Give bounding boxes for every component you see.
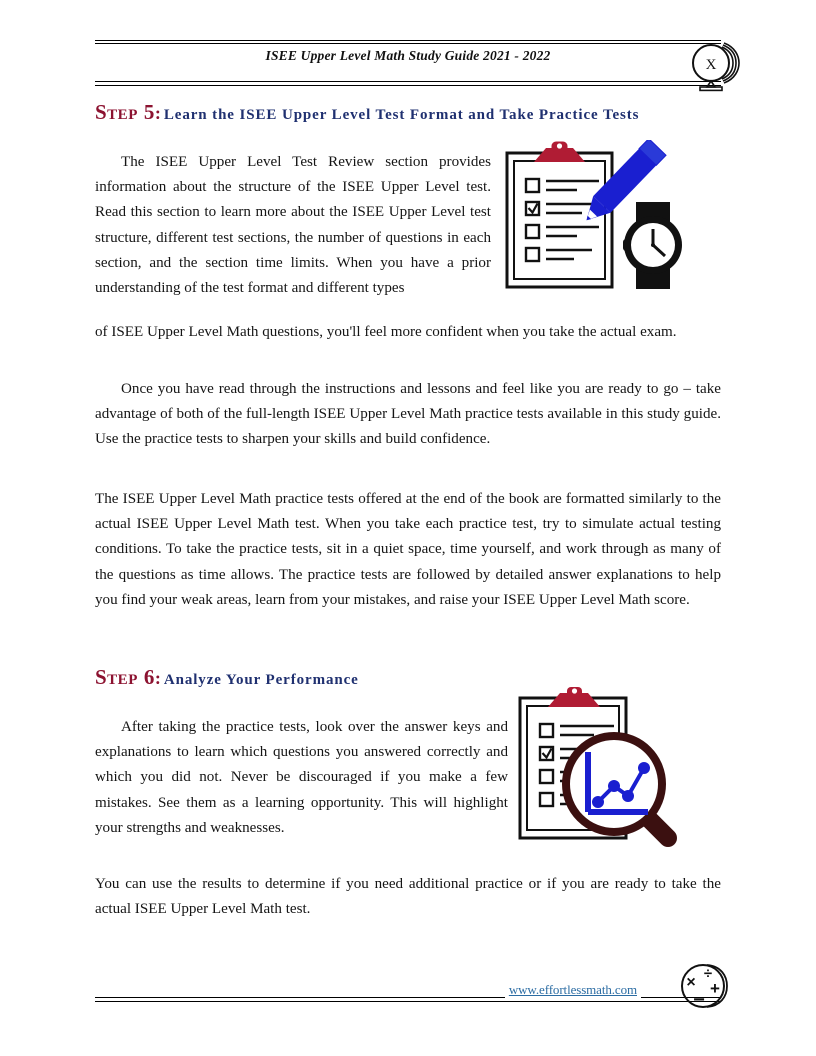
step-6-number: 6 (143, 665, 155, 689)
paragraph-practice-tests-format: The ISEE Upper Level Math practice tests offered at the end of the book are formatted similarly to the actual ISEE Upper Level Math test. When you take each practice test, try to simulate actual testing conditions. To take the practice tests, sit in a quiet space, time yourself, and work through as many of the questions as time allows. The practice tests are followed by detailed answer explanations to help you find your weak areas, learn from your mistakes, and raise your ISEE Upper Level Math score. (95, 491, 721, 608)
step-6-colon: : (154, 668, 161, 688)
paragraph-step6-conclusion: You can use the results to determine if you need additional practice or if you are ready to take the actual ISEE Upper Level Math test. (95, 876, 721, 918)
step-5-label: Step (95, 100, 138, 124)
heading-step-5 (95, 100, 639, 125)
header-title: ISEE Upper Level Math Study Guide 2021 - 2022 (265, 48, 551, 63)
step-5-title: Learn the ISEE Upper Level Test Format and Take Practice Tests (163, 107, 640, 123)
divide-symbol: ÷ (703, 965, 713, 982)
page-header (95, 40, 721, 86)
step-5-colon: : (154, 103, 161, 123)
clipboard-pencil-clock-illustration (502, 140, 700, 300)
globe-icon (683, 37, 745, 93)
minus-symbol: − (693, 989, 705, 1010)
plus-symbol: + (710, 979, 720, 998)
page-footer (95, 965, 721, 1011)
step-6-label: Step (95, 665, 138, 689)
wristwatch-icon (623, 202, 682, 289)
globe-letter: X (705, 57, 717, 73)
heading-step-6 (95, 665, 359, 690)
clipboard-magnifier-chart-illustration (516, 686, 692, 854)
paragraph-step5-intro: The ISEE Upper Level Test Review section provides information about the structure of the ISEE Upper Level test. Read this section to learn more about the ISEE Upper Level test structure, different test sections, the number of questions in each section, and the section time limits. When you have a prior understanding of the test format and different types (95, 154, 491, 297)
step-5-number: 5 (143, 100, 155, 124)
magnifier-icon (566, 736, 668, 838)
footer-website-link[interactable]: www.effortlessmath.com (505, 982, 641, 998)
paragraph-step5-intro-continued: of ISEE Upper Level Math questions, you'll feel more confident when you take the actual exam. (95, 324, 677, 340)
header-rule-top (95, 40, 721, 44)
math-symbols-circle-logo (677, 962, 729, 1010)
header-rule-bottom (95, 81, 721, 86)
multiply-symbol: × (686, 974, 696, 991)
paragraph-practice-tests-advantage: Once you have read through the instructions and lessons and feel like you are ready to go – take advantage of both of the full-length ISEE Upper Level Math practice tests available in this study guide. Use the practice tests to sharpen your skills and build confidence. (95, 381, 721, 448)
step-6-title: Analyze Your Performance (163, 672, 359, 688)
paragraph-step6-review: After taking the practice tests, look over the answer keys and explanations to learn which questions you answered correctly and which you did not. Never be discouraged if you make a few mistakes. See them as a learning opportunity. This will highlight your strengths and weaknesses. (95, 719, 508, 836)
